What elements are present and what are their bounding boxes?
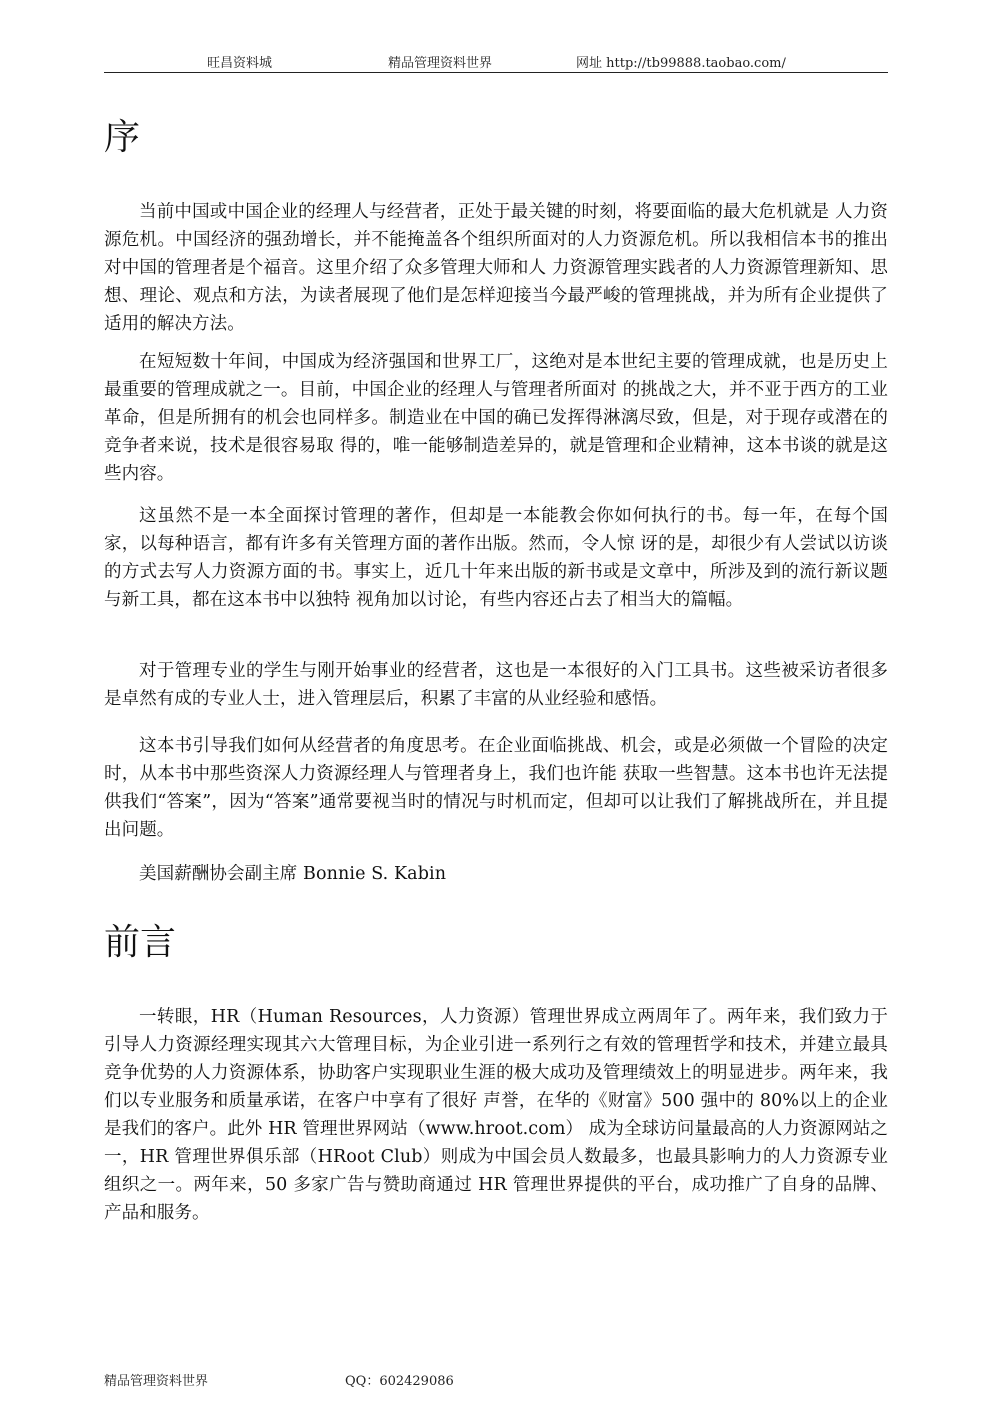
footer-qq: QQ：602429086: [345, 1374, 454, 1389]
footer-site-name: 精品管理资料世界: [104, 1374, 209, 1389]
preface-signature: 美国薪酬协会副主席 Bonnie S. Kabin: [139, 864, 447, 884]
preface-paragraph-4: 对于管理专业的学生与刚开始事业的经营者，这也是一本很好的入门工具书。这些被采访者很多是卓然有成的专业人士，进入管理层后，积累了丰富的从业经验和感悟。: [104, 661, 888, 709]
preface-paragraph-2: 在短短数十年间，中国成为经济强国和世界工厂，这绝对是本世纪主要的管理成就，也是历史上最重要的管理成就之一。目前，中国企业的经理人与管理者所面对 的挑战之大，并不亚于西方的工业革命，但是所拥有的机会也同样多。制造业在中国的确已发挥得淋漓尽致，但是，对于现存或潜在的竞争者来说，技术是很容易取 得的，唯一能够制造差异的，就是管理和企业精神，这本书谈的就是这些内容。: [104, 352, 888, 484]
foreword-title: 前言: [104, 922, 177, 963]
header-divider: [104, 72, 888, 73]
preface-paragraph-5: 这本书引导我们如何从经营者的角度思考。在企业面临挑战、机会，或是必须做一个冒险的决定时，从本书中那些资深人力资源经理人与管理者身上，我们也许能 获取一些智慧。这本书也许无法提供我们“答案”，因为“答案”通常要视当时的情况与时机而定，但却可以让我们了解挑战所在，并且提出问题。: [104, 736, 888, 840]
header-site-name: 精品管理资料世界: [388, 56, 493, 71]
page-footer: [0, 1370, 992, 1390]
preface-paragraph-3: 这虽然不是一本全面探讨管理的著作，但却是一本能教会你如何执行的书。每一年，在每个国家，以每种语言，都有许多有关管理方面的著作出版。然而，令人惊 讶的是，却很少有人尝试以访谈的方式去写人力资源方面的书。事实上，近几十年来出版的新书或是文章中，所涉及到的流行新议题与新工具，都在这本书中以独特 视角加以讨论，有些内容还占去了相当大的篇幅。: [104, 506, 888, 610]
foreword-paragraph-1: 一转眼，HR（Human Resources，人力资源）管理世界成立两周年了。两年来，我们致力于引导人力资源经理实现其六大管理目标，为企业引进一系列行之有效的管理哲学和技术，并建立最具竞争优势的人力资源体系，协助客户实现职业生涯的极大成功及管理绩效上的明显进步。两年来，我们以专业服务和质量承诺，在客户中享有了很好 声誉，在华的《财富》500 强中的 80%以上的企业是我们的客户。此外 HR 管理世界网站（www.hroot.com） 成为全球访问量最高的人力资源网站之一，HR 管理世界俱乐部（HRoot Club）则成为中国会员人数最多，也最具影响力的人力资源专业组织之一。两年来，50 多家广告与赞助商通过 HR 管理世界提供的平台，成功推广了自身的品牌、产品和服务。: [104, 1007, 888, 1223]
preface-title: 序: [104, 117, 141, 158]
header-store-name: 旺昌资料城: [207, 56, 273, 71]
header-url: 网址 http://tb99888.taobao.com/: [576, 56, 786, 71]
page-header: [0, 52, 992, 74]
preface-paragraph-1: 当前中国或中国企业的经理人与经营者，正处于最关键的时刻，将要面临的最大危机就是 人力资源危机。中国经济的强劲增长，并不能掩盖各个组织所面对的人力资源危机。所以我相信本书的推出对中国的管理者是个福音。这里介绍了众多管理大师和人 力资源管理实践者的人力资源管理新知、思想、理论、观点和方法，为读者展现了他们是怎样迎接当今最严峻的管理挑战，并为所有企业提供了适用的解决方法。: [104, 202, 888, 334]
